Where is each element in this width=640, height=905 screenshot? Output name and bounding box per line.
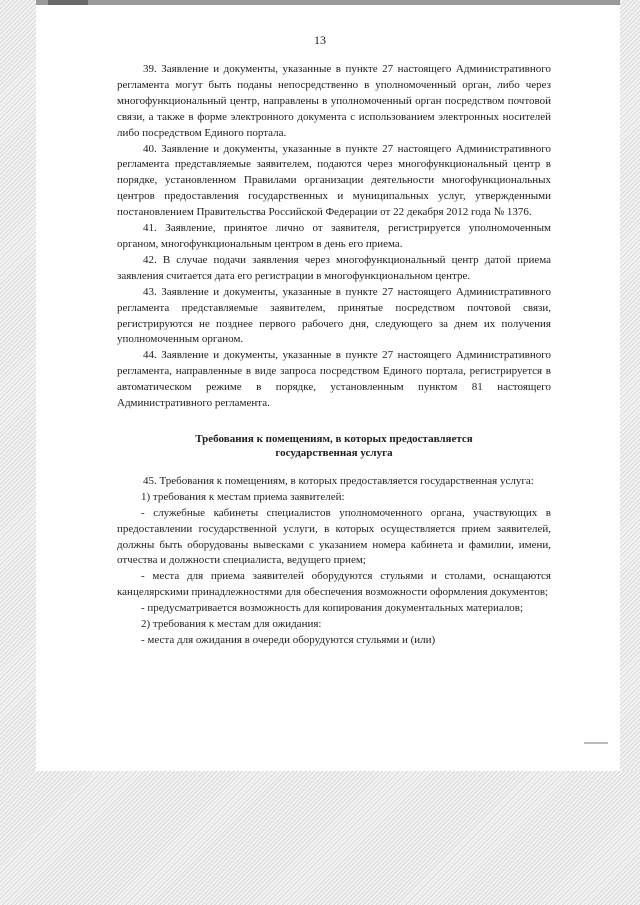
paragraph-41: 41. Заявление, принятое лично от заявителя, регистрируется уполномоченным органом, многофункциональным центром в день его приема. bbox=[117, 222, 551, 250]
page-number: 13 bbox=[314, 33, 326, 47]
list-subitem-offices: - служебные кабинеты специалистов уполномоченного органа, участвующих в предоставлении государственной услуги, в которых осуществляется прием заявителей, должны быть оборудованы вывесками с указанием номера кабинета и фамилии, имени, отчества и должности специалиста, ведущего прием; bbox=[117, 506, 551, 567]
scan-artifact bbox=[584, 742, 608, 744]
list-item-2: 2) требования к местам для ожидания: bbox=[141, 618, 322, 631]
list-subitem-waiting-places: - места для ожидания в очереди оборудуются стульями и (или) bbox=[141, 634, 436, 646]
scan-border-right bbox=[620, 0, 640, 905]
paragraph-40: 40. Заявление и документы, указанные в пункте 27 настоящего Административного регламента представляемые заявителем, подаются через многофункциональный центр в порядке, установленном Правилами организации деятельности многофункциональных центров предоставления государственных и муниципальных услуг, утвержденными постановлением Правительства Российской Федерации от 22 декабря 2012 года № 1376. bbox=[117, 142, 551, 219]
list-subitem-copying: - предусматривается возможность для копирования документальных материалов; bbox=[141, 602, 524, 615]
section-heading-line2: государственная услуга bbox=[275, 446, 393, 459]
paragraph-39: 39. Заявление и документы, указанные в пункте 27 настоящего Административного регламента могут быть поданы непосредственно в уполномоченный орган, либо через многофункциональный центр, направлены в уполномоченный орган посредством почтовой связи, а также в форме электронного документа с использованием электронных носителей либо посредством Единого портала. bbox=[117, 63, 551, 139]
paragraph-43: 43. Заявление и документы, указанные в пункте 27 настоящего Административного регламента представляемые заявителем, принятые посредством почтовой связи, регистрируются не позднее первого рабочего дня, следующего за днем их получения уполномоченным органом. bbox=[117, 285, 551, 346]
paragraph-44: 44. Заявление и документы, указанные в пункте 27 настоящего Административного регламента, направленные в виде запроса посредством Единого портала, регистрируется в автоматическом режиме в порядке, установленным пунктом 81 настоящего Административного регламента. bbox=[117, 349, 551, 410]
list-subitem-reception-places: - места для приема заявителей оборудуются стульями и столами, оснащаются канцелярскими принадлежностями для обеспечения возможности оформления документов; bbox=[117, 570, 551, 599]
section-heading-line1: Требования к помещениям, в которых предоставляется bbox=[195, 432, 473, 445]
section-heading bbox=[117, 432, 551, 460]
paragraph-42: 42. В случае подачи заявления через многофункциональный центр датой приема заявления считается дата его регистрации в многофункциональном центре. bbox=[117, 253, 551, 282]
paragraph-45: 45. Требования к помещениям, в которых предоставляется государственная услуга: bbox=[143, 474, 534, 487]
scan-border-left bbox=[0, 0, 36, 905]
list-item-1: 1) требования к местам приема заявителей: bbox=[141, 490, 345, 503]
scan-border-bottom bbox=[0, 771, 640, 905]
document-body bbox=[117, 62, 551, 649]
